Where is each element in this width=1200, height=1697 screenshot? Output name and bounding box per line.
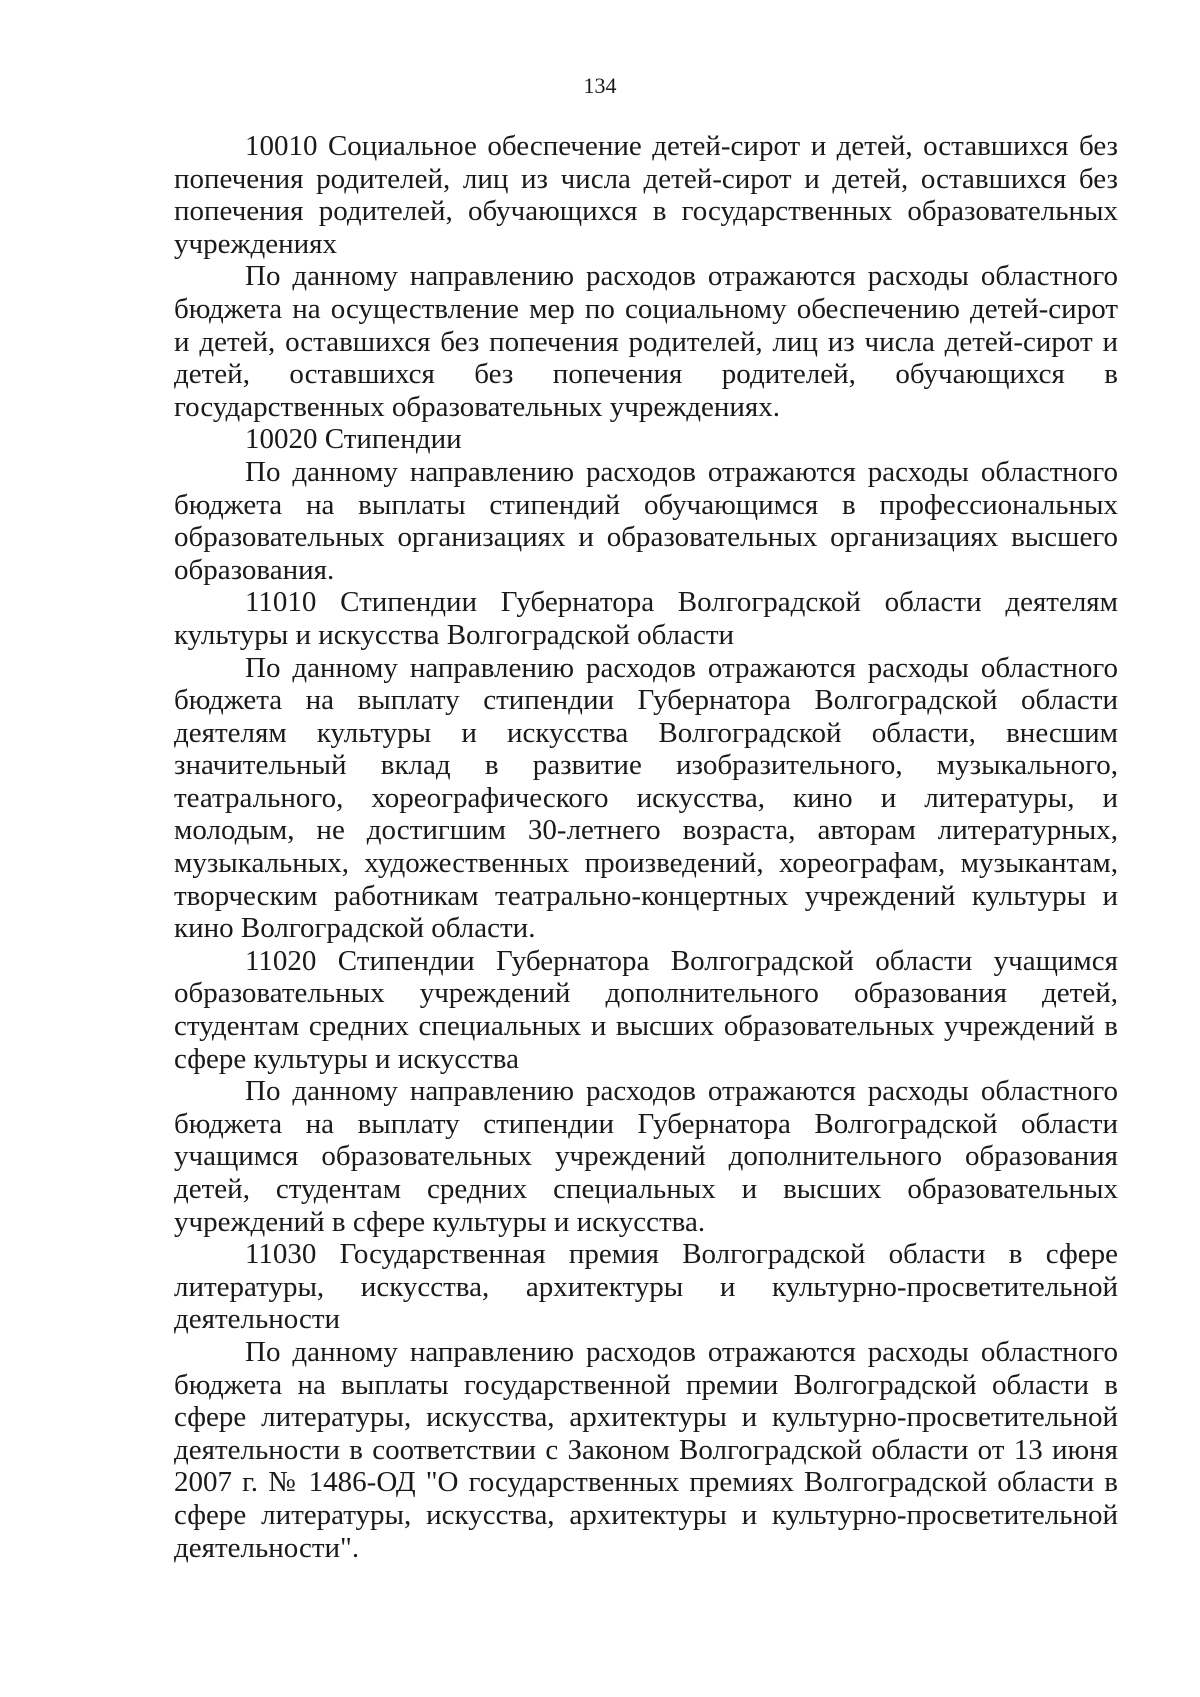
section-heading-10010: 10010 Социальное обеспечение детей-сирот и детей, оставшихся без попечения родителей, лиц из числа детей-сирот и детей, оставшихся без попечения родителей, обучающихся в государственных образовательных учреждениях xyxy=(174,130,1118,260)
section-heading-11020: 11020 Стипендии Губернатора Волгоградской области учащимся образовательных учреждений дополнительного образования детей, студентам средних специальных и высших образовательных учреждений в сфере культуры и искусства xyxy=(174,944,1118,1075)
section-body-11030: По данному направлению расходов отражаются расходы областного бюджета на выплаты государственной премии Волгоградской области в сфере литературы, искусства, архитектуры и культурно-просветительной деятельности в соответствии с Законом Волгоградской области от 13 июня 2007 г. № 1486-ОД "О государственных премиях Волгоградской области в сфере литературы, искусства, архитектуры и культурно-просветительной деятельности". xyxy=(174,1335,1118,1564)
section-body-10010: По данному направлению расходов отражаются расходы областного бюджета на осуществление мер по социальному обеспечению детей-сирот и детей, оставшихся без попечения родителей, лиц из числа детей-сирот и детей, оставшихся без попечения родителей, обучающихся в государственных образовательных учреждениях. xyxy=(174,260,1118,423)
document-body xyxy=(174,130,1118,1564)
page-number: 134 xyxy=(583,73,617,98)
section-heading-10020: 10020 Стипендии xyxy=(245,423,462,456)
section-heading-11030: 11030 Государственная премия Волгоградской области в сфере литературы, искусства, архитектуры и культурно-просветительной деятельности xyxy=(174,1238,1118,1336)
section-heading-11010: 11010 Стипендии Губернатора Волгоградской области деятелям культуры и искусства Волгоградской области xyxy=(174,586,1118,651)
section-body-10020: По данному направлению расходов отражаются расходы областного бюджета на выплаты стипендий обучающимся в профессиональных образовательных организациях и образовательных организациях высшего образования. xyxy=(174,455,1118,586)
section-body-11020: По данному направлению расходов отражаются расходы областного бюджета на выплату стипендии Губернатора Волгоградской области учащимся образовательных учреждений дополнительного образования детей, студентам средних специальных и высших образовательных учреждений в сфере культуры и искусства. xyxy=(174,1075,1118,1238)
section-body-11010: По данному направлению расходов отражаются расходы областного бюджета на выплату стипендии Губернатора Волгоградской области деятелям культуры и искусства Волгоградской области, внесшим значительный вклад в развитие изобразительного, музыкального, театрального, хореографического искусства, кино и литературы, и молодым, не достигшим 30-летнего возраста, авторам литературных, музыкальных, художественных произведений, хореографам, музыкантам, творческим работникам театрально-концертных учреждений культуры и кино Волгоградской области. xyxy=(174,651,1118,945)
